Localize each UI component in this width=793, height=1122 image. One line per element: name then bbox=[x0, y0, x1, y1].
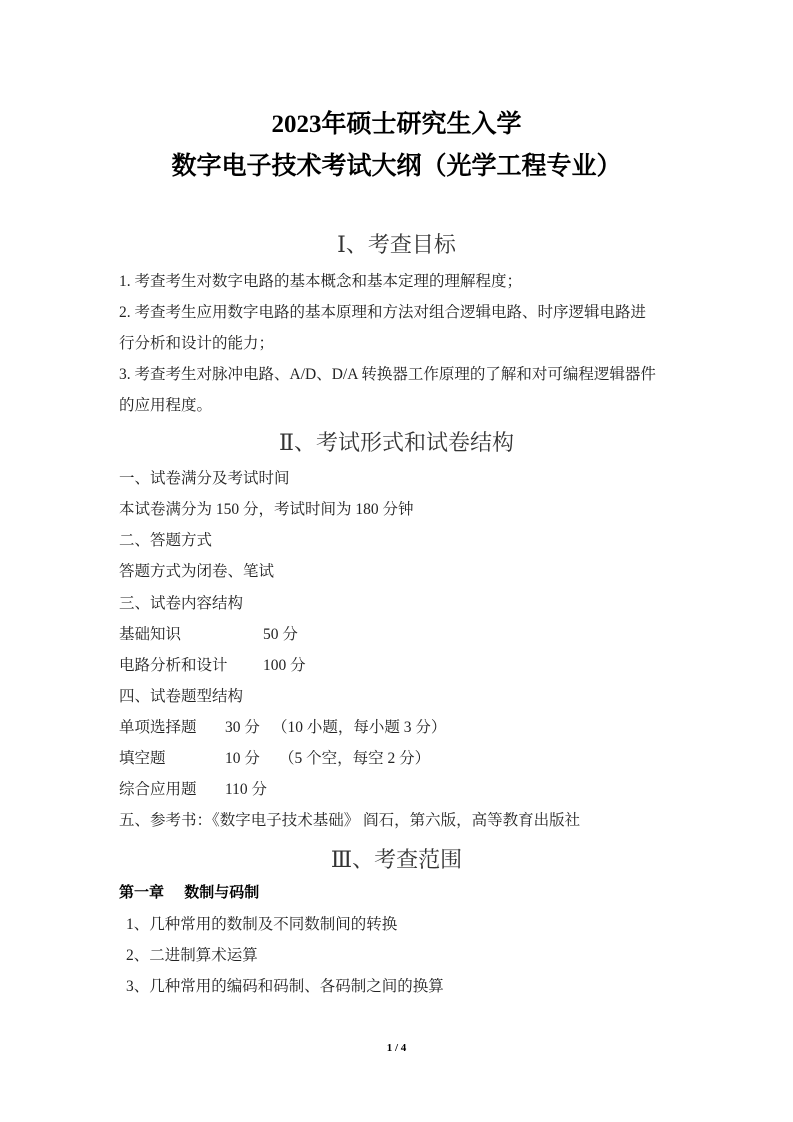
question-type-row bbox=[119, 746, 431, 768]
chapter-item: 3、几种常用的编码和码制、各码制之间的换算 bbox=[126, 978, 444, 995]
chapter-item: 2、二进制算术运算 bbox=[126, 947, 258, 964]
section-heading-objectives: Ⅰ、考查目标 bbox=[337, 232, 456, 257]
score-time-text: 本试卷满分为 150 分，考试时间为 180 分钟 bbox=[119, 501, 414, 518]
question-type-name: 单项选择题 bbox=[119, 719, 197, 736]
chapter-title: 第一章 数制与码制 bbox=[119, 883, 260, 901]
subheading-answer-method: 二、答题方式 bbox=[119, 532, 213, 549]
content-row bbox=[119, 622, 298, 644]
question-type-name: 填空题 bbox=[119, 750, 166, 767]
question-type-name: 综合应用题 bbox=[119, 781, 197, 798]
answer-method-text: 答题方式为闭卷、笔试 bbox=[119, 563, 275, 580]
content-row bbox=[119, 653, 306, 675]
question-type-score: 10 分 bbox=[225, 750, 260, 767]
question-type-note: （5 个空，每空 2 分） bbox=[279, 750, 431, 767]
subheading-content-structure: 三、试卷内容结构 bbox=[119, 595, 244, 612]
objective-line-1: 1. 考查考生对数字电路的基本概念和基本定理的理解程度； bbox=[119, 273, 523, 290]
section-heading-exam-format: Ⅱ、考试形式和试卷结构 bbox=[279, 430, 514, 455]
page-number: 1 / 4 bbox=[386, 1042, 407, 1054]
objective-line-2-cont: 行分析和设计的能力； bbox=[119, 335, 275, 352]
objective-line-2: 2. 考查考生应用数字电路的基本原理和方法对组合逻辑电路、时序逻辑电路进 bbox=[119, 304, 647, 321]
document-title-line1: 2023年硕士研究生入学 bbox=[271, 111, 522, 138]
question-type-row bbox=[119, 777, 268, 799]
section-heading-scope: Ⅲ、考查范围 bbox=[330, 847, 463, 872]
content-name: 电路分析和设计 bbox=[119, 657, 228, 674]
question-type-row bbox=[119, 715, 447, 737]
content-name: 基础知识 bbox=[119, 626, 182, 643]
content-score: 50 分 bbox=[263, 626, 298, 643]
subheading-question-types: 四、试卷题型结构 bbox=[119, 688, 244, 705]
question-type-score: 110 分 bbox=[225, 781, 268, 798]
question-type-score: 30 分 bbox=[225, 719, 260, 736]
question-type-note: （10 小题，每小题 3 分） bbox=[272, 719, 447, 736]
objective-line-3: 3. 考查考生对脉冲电路、A/D、D/A 转换器工作原理的了解和对可编程逻辑器件 bbox=[119, 366, 656, 383]
document-title-line2: 数字电子技术考试大纲（光学工程专业） bbox=[171, 153, 622, 180]
subheading-score-time: 一、试卷满分及考试时间 bbox=[119, 470, 290, 487]
content-score: 100 分 bbox=[263, 657, 306, 674]
objective-line-3-cont: 的应用程度。 bbox=[119, 397, 213, 414]
chapter-item: 1、几种常用的数制及不同数制间的转换 bbox=[126, 916, 398, 933]
reference-book: 五、参考书：《数字电子技术基础》 阎石，第六版，高等教育出版社 bbox=[119, 812, 581, 829]
